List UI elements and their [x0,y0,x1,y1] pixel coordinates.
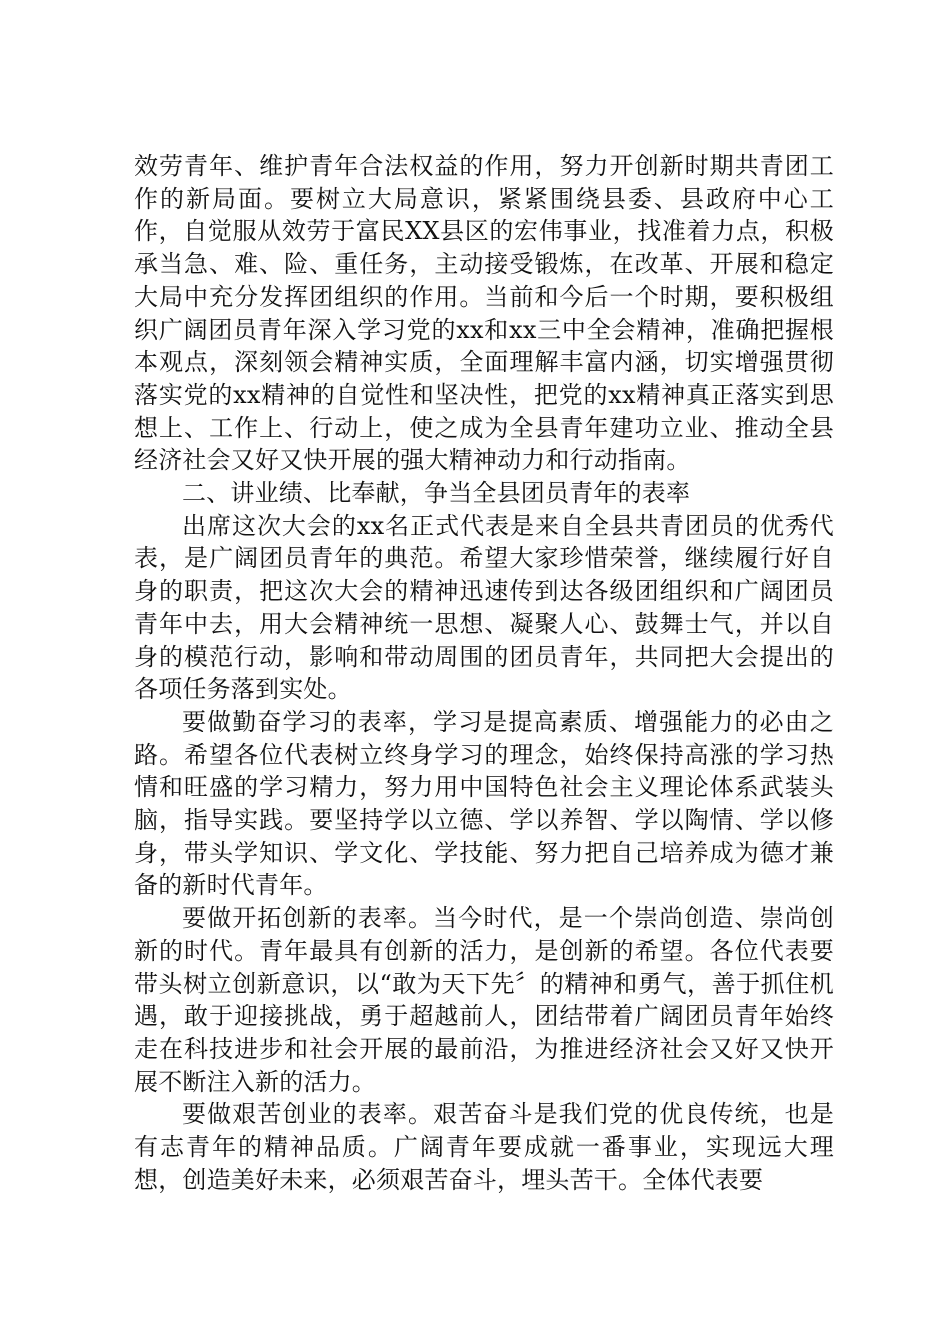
paragraph-hard-work-model: 要做艰苦创业的表率。艰苦奋斗是我们党的优良传统，也是有志青年的精神品质。广阔青年要成就一番事业，实现远大理想，创造美好未来，必须艰苦奋斗，埋头苦干。全体代表要 [134,1100,834,1194]
paragraph-study-model: 要做勤奋学习的表率，学习是提高素质、增强能力的必由之路。希望各位代表树立终身学习的理念，始终保持高涨的学习热情和旺盛的学习精力，努力用中国特色社会主义理论体系武装头脑，指导实践。要坚持学以立德、学以养智、学以陶情、学以修身，带头学知识、学文化、学技能、努力把自己培养成为德才兼备的新时代青年。 [134,707,834,900]
section-heading-2: 二、讲业绩、比奉献，争当全县团员青年的表率 [182,479,691,508]
paragraph-continuation: 效劳青年、维护青年合法权益的作用，努力开创新时期共青团工作的新局面。要树立大局意识，紧紧围绕县委、县政府中心工作，自觉服从效劳于富民XX县区的宏伟事业，找准着力点，积极承当急、难、险、重任务，主动接受锻炼，在改革、开展和稳定大局中充分发挥团组织的作用。当前和今后一个时期，要积极组织广阔团员青年深入学习党的xx和xx三中全会精神，准确把握根本观点，深刻领会精神实质，全面理解丰富内涵，切实增强贯彻落实党的xx精神的自觉性和坚决性，把党的xx精神真正落实到思想上、工作上、行动上，使之成为全县青年建功立业、推动全县经济社会又好又快开展的强大精神动力和行动指南。 [134,152,834,475]
paragraph-innovation-model: 要做开拓创新的表率。当今时代，是一个崇尚创造、崇尚创新的时代。青年最具有创新的活力，是创新的希望。各位代表要带头树立创新意识，以“敢为天下先〞的精神和勇气，善于抓住机遇，敢于迎接挑战，勇于超越前人，团结带着广阔团员青年始终走在科技进步和社会开展的最前沿，为推进经济社会又好又快开展不断注入新的活力。 [134,904,834,1096]
paragraph-representatives: 出席这次大会的xx名正式代表是来自全县共青团员的优秀代表，是广阔团员青年的典范。希望大家珍惜荣誉，继续履行好自身的职责，把这次大会的精神迅速传到达各级团组织和广阔团员青年中去，用大会精神统一思想、凝聚人心、鼓舞士气，并以自身的模范行动，影响和带动周围的团员青年，共同把大会提出的各项任务落到实处。 [134,511,834,704]
document-body [134,150,834,1197]
